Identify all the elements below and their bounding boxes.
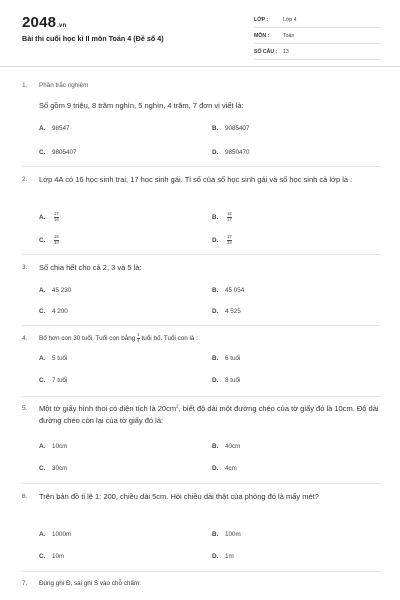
option-label: D. bbox=[212, 377, 219, 384]
option-b[interactable] bbox=[212, 355, 240, 362]
logo-text: 2048 bbox=[22, 14, 57, 31]
option-d[interactable] bbox=[212, 377, 240, 384]
option-value: 4cm bbox=[225, 465, 237, 472]
question-text: Trên bản đồ tỉ lệ 1: 200, chiều dài 5cm. Hỏi chiều dài thật của phòng đó là mấy mét? bbox=[39, 492, 319, 501]
option-label: A. bbox=[39, 213, 46, 221]
question-text: Lớp 4A có 16 học sinh trai, 17 học sinh gái. Tỉ số của số học sinh gái và số học sinh cả lớp là : bbox=[39, 175, 353, 184]
option-value: 40cm bbox=[225, 443, 241, 450]
question-number: 7. bbox=[22, 580, 28, 587]
option-value: 6 tuổi bbox=[225, 355, 241, 362]
option-label: B. bbox=[212, 443, 219, 450]
option-b[interactable] bbox=[212, 287, 244, 294]
option-label: C. bbox=[39, 236, 46, 244]
question-number: 1. bbox=[22, 82, 28, 89]
option-b[interactable] bbox=[212, 212, 232, 222]
logo-suffix: .vn bbox=[57, 23, 67, 29]
option-c[interactable] bbox=[39, 149, 77, 156]
divider bbox=[22, 483, 380, 484]
question-text-after: tuổi bố. Tuổi con là : bbox=[141, 334, 198, 342]
exam-header bbox=[0, 0, 400, 67]
option-label: A. bbox=[39, 443, 46, 450]
option-label: B. bbox=[212, 355, 219, 362]
divider bbox=[22, 254, 380, 255]
question-number: 2. bbox=[22, 176, 28, 183]
option-fraction bbox=[54, 235, 59, 245]
option-label: C. bbox=[39, 553, 46, 560]
divider bbox=[22, 325, 380, 326]
option-value: 10m bbox=[52, 553, 65, 560]
option-fraction bbox=[54, 212, 59, 222]
option-b[interactable] bbox=[212, 531, 241, 538]
option-d[interactable] bbox=[212, 149, 250, 156]
option-b[interactable] bbox=[212, 125, 250, 132]
option-label: D. bbox=[212, 553, 219, 560]
option-d[interactable] bbox=[212, 465, 237, 472]
option-value: 45 054 bbox=[225, 287, 245, 294]
option-label: A. bbox=[39, 125, 46, 132]
meta-class bbox=[254, 16, 380, 28]
option-label: D. bbox=[212, 236, 219, 244]
option-label: C. bbox=[39, 149, 46, 156]
option-label: B. bbox=[212, 125, 219, 132]
option-a[interactable] bbox=[39, 287, 71, 294]
option-c[interactable] bbox=[39, 465, 67, 472]
option-value: 10cm bbox=[52, 443, 68, 450]
question-text-a: Một tờ giấy hình thoi có diện tích là 20cm bbox=[39, 404, 177, 413]
question-text: Số chia hết cho cả 2, 3 và 5 là: bbox=[39, 263, 142, 272]
question-text: Số gồm 9 triệu, 8 trăm nghìn, 5 nghìn, 4 trăm, 7 đơn vị viết là: bbox=[39, 101, 244, 110]
option-a[interactable] bbox=[39, 212, 59, 222]
option-label: B. bbox=[212, 531, 219, 538]
option-value: 5 tuổi bbox=[52, 355, 68, 362]
option-label: C. bbox=[39, 308, 46, 315]
site-logo[interactable] bbox=[22, 14, 66, 31]
meta-subject-value: Toán bbox=[283, 33, 295, 39]
fraction-denominator: 16 bbox=[54, 216, 59, 222]
option-value: 8 tuổi bbox=[225, 377, 241, 384]
meta-count-value: 13 bbox=[283, 49, 289, 55]
option-d[interactable] bbox=[212, 235, 232, 245]
fraction-numerator: 17 bbox=[227, 234, 232, 239]
option-label: C. bbox=[39, 377, 46, 384]
option-label: D. bbox=[212, 308, 219, 315]
option-label: D. bbox=[212, 149, 219, 156]
fraction-denominator: 33 bbox=[227, 239, 232, 245]
option-b[interactable] bbox=[212, 443, 240, 450]
option-a[interactable] bbox=[39, 531, 71, 538]
option-value: 1000m bbox=[52, 531, 72, 538]
option-label: C. bbox=[39, 465, 46, 472]
exam-title: Bài thi cuối học kì II môn Toán 4 (Đề số 4) bbox=[22, 34, 164, 43]
option-value: 9085407 bbox=[225, 125, 250, 132]
option-a[interactable] bbox=[39, 355, 67, 362]
option-value: 45 230 bbox=[52, 287, 72, 294]
option-value: 98547 bbox=[52, 125, 70, 132]
meta-count-key: SỐ CÂU : bbox=[254, 49, 278, 55]
option-label: A. bbox=[39, 355, 46, 362]
option-a[interactable] bbox=[39, 125, 70, 132]
option-value: 30cm bbox=[52, 465, 68, 472]
fraction-denominator: 33 bbox=[54, 239, 59, 245]
section-title: Phần trắc nghiệm bbox=[39, 82, 89, 89]
option-a[interactable] bbox=[39, 443, 67, 450]
option-fraction bbox=[227, 235, 232, 245]
superscript: 2 bbox=[176, 403, 179, 409]
meta-class-value: Lớp 4 bbox=[283, 17, 297, 23]
meta-class-key: LỚP : bbox=[254, 17, 269, 23]
option-d[interactable] bbox=[212, 553, 234, 560]
option-c[interactable] bbox=[39, 553, 64, 560]
option-value: 4 200 bbox=[52, 308, 68, 315]
option-c[interactable] bbox=[39, 308, 68, 315]
fraction-numerator: 17 bbox=[54, 211, 59, 216]
question-number: 3. bbox=[22, 264, 28, 271]
meta-subject-key: MÔN : bbox=[254, 33, 270, 39]
divider bbox=[22, 396, 380, 397]
fraction-denominator: 17 bbox=[227, 216, 232, 222]
meta-count bbox=[254, 48, 380, 60]
option-value: 4 525 bbox=[225, 308, 241, 315]
option-value: 1m bbox=[225, 553, 234, 560]
option-label: B. bbox=[212, 287, 219, 294]
fraction-numerator: 16 bbox=[227, 211, 232, 216]
option-label: A. bbox=[39, 287, 46, 294]
fraction-numerator: 1 bbox=[137, 332, 140, 337]
fraction-denominator: 4 bbox=[137, 337, 140, 343]
option-d[interactable] bbox=[212, 308, 241, 315]
option-fraction bbox=[227, 212, 232, 222]
question-fraction bbox=[137, 333, 139, 343]
question-text-before: Bố hơn con 30 tuổi. Tuổi con bằng bbox=[39, 334, 136, 342]
option-label: A. bbox=[39, 531, 46, 538]
divider bbox=[22, 571, 380, 572]
divider bbox=[22, 166, 380, 167]
fraction-numerator: 16 bbox=[54, 234, 59, 239]
question-text bbox=[39, 333, 379, 344]
question-text bbox=[39, 403, 379, 426]
option-value: 7 tuổi bbox=[52, 377, 68, 384]
option-label: D. bbox=[212, 465, 219, 472]
question-text-b: , biết độ dài một đường chéo của tờ giấy đó là 10cm. Độ dài đường chéo còn lại của tờ giấy đó là: bbox=[39, 404, 379, 425]
question-text: Đúng ghi Đ, sai ghi S vào chỗ chấm: bbox=[39, 580, 141, 587]
option-value: 9850470 bbox=[225, 149, 250, 156]
question-number: 5. bbox=[22, 405, 28, 412]
option-value: 100m bbox=[225, 531, 241, 538]
option-value: 9805407 bbox=[52, 149, 77, 156]
question-number: 6. bbox=[22, 493, 28, 500]
option-label: B. bbox=[212, 213, 219, 221]
question-number: 4. bbox=[22, 335, 28, 342]
option-c[interactable] bbox=[39, 235, 59, 245]
option-c[interactable] bbox=[39, 377, 67, 384]
meta-subject bbox=[254, 32, 380, 44]
